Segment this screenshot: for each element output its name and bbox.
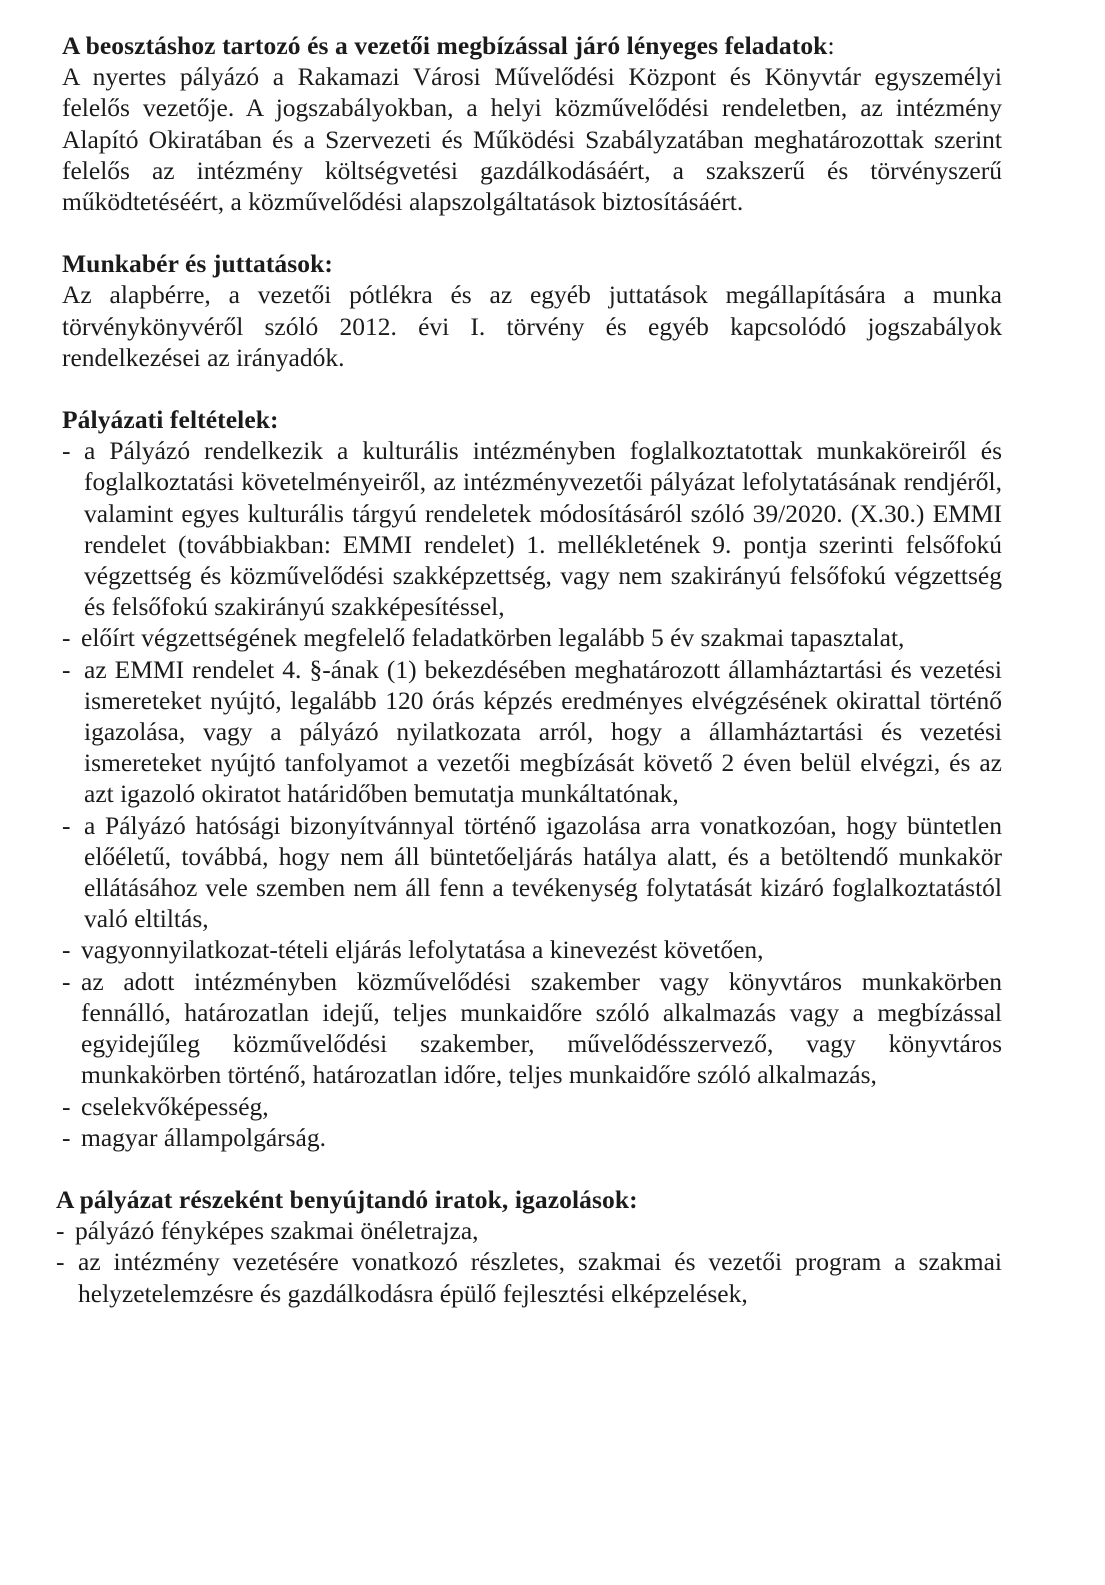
list-item: - az EMMI rendelet 4. §-ának (1) bekezdésében meghatározott államháztartási és vezetési ismereteket nyújtó, legalább 120 órás képzés eredményes elvégzésének okirattal történő igazolása, vagy a pályázó nyilatkozata arról, hogy a államháztartási és vezetési ismereteket nyújtó tanfolyamot a vezetői megbízását követő 2 éven belül elvégzi, és az azt igazoló okiratot határidőben bemutatja munkáltatónak, xyxy=(62,654,1002,810)
section-feladatok xyxy=(62,30,1002,217)
list-item: - az adott intézményben közművelődési szakember vagy könyvtáros munkakörben fennálló, határozatlan idejű, teljes munkaidőre szóló alkalmazás vagy a megbízással egyidejűleg közművelődési szakember, művelődésszervező, vagy könyvtáros munkakörben történő, határozatlan időre, teljes munkaidőre szóló alkalmazás, xyxy=(62,966,1002,1091)
heading-munkaber: Munkabér és juttatások: xyxy=(62,249,334,279)
section-munkaber xyxy=(62,248,1002,373)
heading-feladatok-colon: : xyxy=(827,31,835,60)
section-iratok xyxy=(56,1184,1002,1309)
list-item: - előírt végzettségének megfelelő feladatkörben legalább 5 év szakmai tapasztalat, xyxy=(62,622,1002,653)
list-item: - az intézmény vezetésére vonatkozó részletes, szakmai és vezetői program a szakmai helyzetelemzésre és gazdálkodásra épülő fejlesztési elképzelések, xyxy=(56,1246,1002,1308)
list-item: - vagyonnyilatkozat-tételi eljárás lefolytatása a kinevezést követően, xyxy=(62,934,1002,965)
list-item: - pályázó fényképes szakmai önéletrajza, xyxy=(56,1215,1002,1246)
list-item: - a Pályázó rendelkezik a kulturális intézményben foglalkoztatottak munkaköreiről és foglalkoztatási követelményeiről, az intézményvezetői pályázat lefolytatásának rendjéről, valamint egyes kulturális tárgyú rendeletek módosításáról szóló 39/2020. (X.30.) EMMI rendelet (továbbiakban: EMMI rendelet) 1. mellékletének 9. pontja szerinti felsőfokú végzettség és közművelődési szakképzettség, vagy nem szakirányú felsőfokú végzettség és felsőfokú szakirányú szakképesítéssel, xyxy=(62,435,1002,622)
list-item: - magyar állampolgárság. xyxy=(62,1122,1002,1153)
paragraph-feladatok: A nyertes pályázó a Rakamazi Városi Művelődési Központ és Könyvtár egyszemélyi felelős vezetője. A jogszabályokban, a helyi közművelődési rendeletben, az intézmény Alapító Okiratában és a Szervezeti és Működési Szabályzatában meghatározottak szerint felelős az intézmény költségvetési gazdálkodásáért, a szakszerű és törvényszerű működtetéséért, a közművelődési alapszolgáltatások biztosításáért. xyxy=(62,62,1002,217)
document-page xyxy=(56,30,1002,1309)
section-feltetelek xyxy=(62,404,1002,1153)
heading-feladatok-text: A beosztáshoz tartozó és a vezetői megbízással járó lényeges feladatok xyxy=(62,31,828,60)
list-item: - cselekvőképesség, xyxy=(62,1091,1002,1122)
list-item: - a Pályázó hatósági bizonyítvánnyal történő igazolása arra vonatkozóan, hogy büntetlen előéletű, továbbá, hogy nem áll büntetőeljárás hatálya alatt, és a betöltendő munkakör ellátásához vele szemben nem áll fenn a tevékenység folytatását kizáró foglalkoztatástól való eltiltás, xyxy=(62,810,1002,935)
heading-iratok: A pályázat részeként benyújtandó iratok, igazolások: xyxy=(56,1184,638,1214)
heading-feltetelek: Pályázati feltételek: xyxy=(62,405,279,435)
iratok-list xyxy=(56,1215,1002,1309)
feltetelek-list xyxy=(62,435,1002,1153)
paragraph-munkaber: Az alapbérre, a vezetői pótlékra és az egyéb juttatások megállapítására a munka törvénykönyvéről szóló 2012. évi I. törvény és egyéb kapcsolódó jogszabályok rendelkezései az irányadók. xyxy=(62,280,1002,372)
heading-feladatok xyxy=(62,30,1002,61)
